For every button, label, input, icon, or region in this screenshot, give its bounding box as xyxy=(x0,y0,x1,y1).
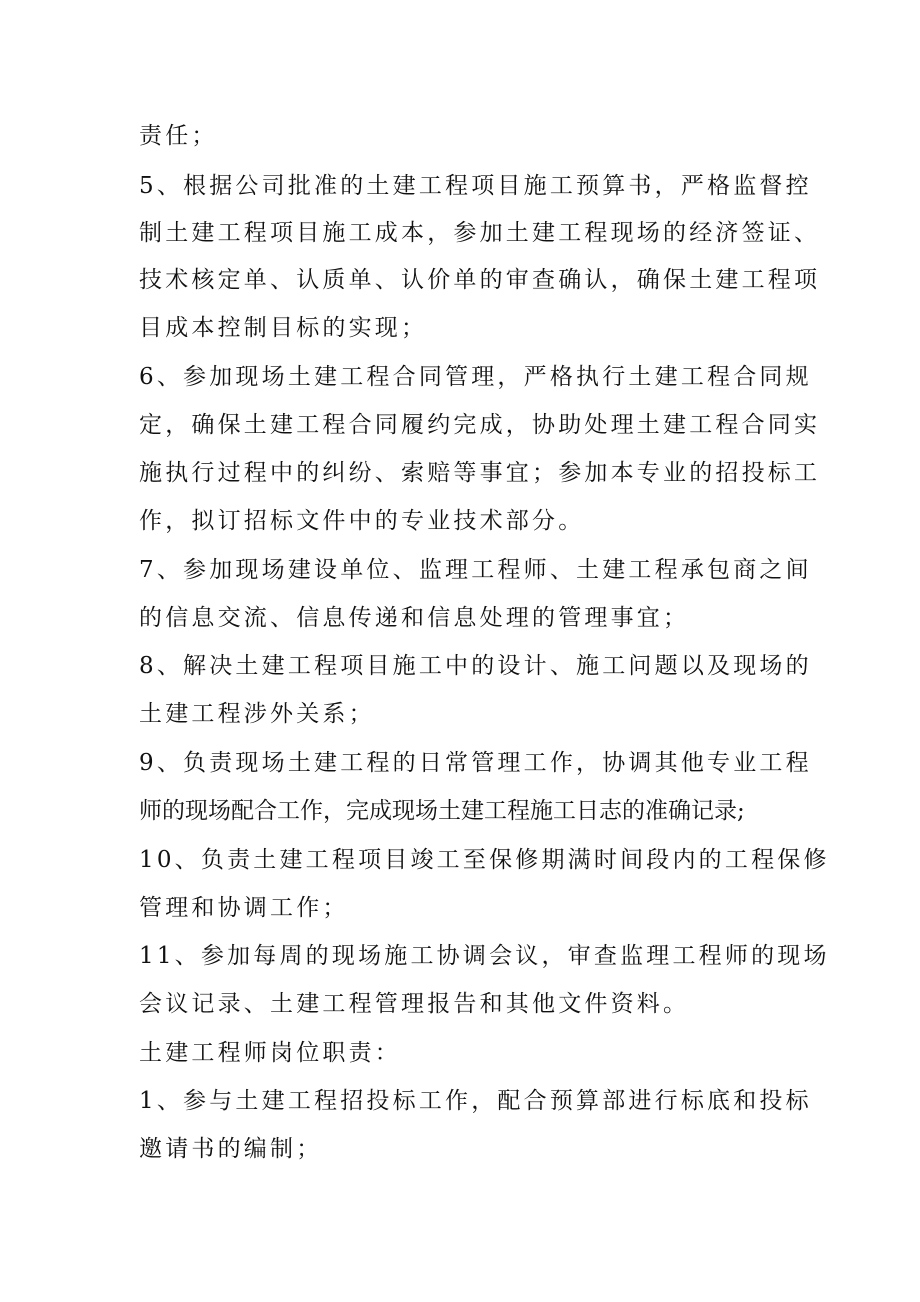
text-line: 7、参加现场建设单位、监理工程师、土建工程承包商之间 xyxy=(139,557,812,583)
text-line: 10、负责土建工程项目竣工至保修期满时间段内的工程保修 xyxy=(139,847,830,873)
text-line: 邀请书的编制； xyxy=(139,1136,323,1162)
text-line: 土建工程涉外关系； xyxy=(139,701,375,727)
text-line: 责任； xyxy=(139,123,218,149)
text-line: 6、参加现场土建工程合同管理，严格执行土建工程合同规 xyxy=(139,364,812,390)
text-line: 的信息交流、信息传递和信息处理的管理事宜； xyxy=(139,605,690,631)
text-line: 11、参加每周的现场施工协调会议，审查监理工程师的现场 xyxy=(139,943,830,969)
text-line: 师的现场配合工作，完成现场土建工程施工日志的准确记录; xyxy=(139,798,745,824)
text-line: 9、负责现场土建工程的日常管理工作，协调其他专业工程 xyxy=(139,750,812,776)
text-line: 目成本控制目标的实现； xyxy=(139,315,428,341)
text-line: 作，拟订招标文件中的专业技术部分。 xyxy=(139,508,585,534)
text-line: 制土建工程项目施工成本，参加土建工程现场的经济签证、 xyxy=(139,220,821,246)
text-line: 5、根据公司批准的土建工程项目施工预算书，严格监督控 xyxy=(139,173,812,199)
text-line: 技术核定单、认质单、认价单的审查确认，确保土建工程项 xyxy=(139,267,821,293)
text-line: 定，确保土建工程合同履约完成，协助处理土建工程合同实 xyxy=(139,412,821,438)
text-line: 1、参与土建工程招投标工作，配合预算部进行标底和投标 xyxy=(139,1088,812,1114)
section-heading: 土建工程师岗位职责： xyxy=(139,1040,401,1066)
text-line: 会议记录、土建工程管理报告和其他文件资料。 xyxy=(139,991,690,1017)
text-line: 8、解决土建工程项目施工中的设计、施工问题以及现场的 xyxy=(139,653,812,679)
text-line: 管理和协调工作； xyxy=(139,895,349,921)
text-line: 施执行过程中的纠纷、索赔等事宜；参加本专业的招投标工 xyxy=(139,460,821,486)
